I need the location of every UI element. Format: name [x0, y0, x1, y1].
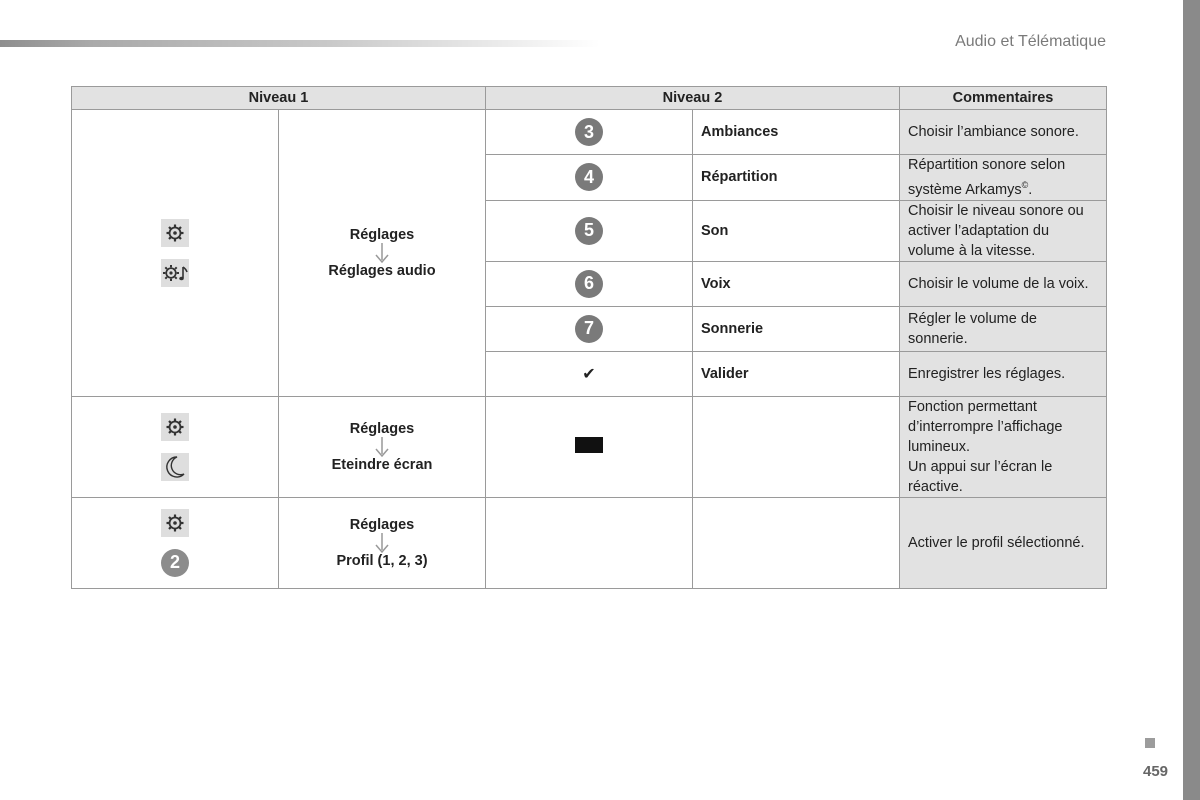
- number-4-badge: 4: [575, 163, 603, 191]
- down-arrow-icon: [374, 243, 390, 263]
- level1-bottom-label: Profil (1, 2, 3): [336, 552, 428, 569]
- number-2-badge: 2: [161, 549, 189, 577]
- gear-music-icon: [161, 259, 189, 287]
- comment-cell: Enregistrer les réglages.: [900, 351, 1107, 396]
- comment-line-1: Fonction permettant d’interrompre l’affichage lumineux.: [908, 398, 1063, 455]
- comment-cell: [900, 396, 1107, 497]
- page-edge-bar: [1183, 0, 1200, 800]
- level2-label: Son: [693, 200, 900, 261]
- level1-bottom-label: Eteindre écran: [331, 456, 433, 473]
- level2-label: Valider: [693, 351, 900, 396]
- comment-cell: Activer le profil sélectionné.: [900, 497, 1107, 588]
- number-cell-empty: [486, 497, 693, 588]
- level1-top-label: Réglages: [349, 516, 415, 533]
- checkmark-icon: ✔: [582, 365, 596, 383]
- number-cell: [486, 306, 693, 351]
- level2-label: Répartition: [693, 155, 900, 201]
- table-row: [72, 110, 1107, 155]
- table-header-row: [72, 87, 1107, 110]
- header-commentaires: Commentaires: [900, 87, 1107, 110]
- level1-icons-cell: [72, 396, 279, 497]
- number-cell: [486, 396, 693, 497]
- level2-label: Ambiances: [693, 110, 900, 155]
- number-6-badge: 6: [575, 270, 603, 298]
- settings-table: [71, 86, 1107, 589]
- moon-icon: [161, 453, 189, 481]
- number-cell: [486, 200, 693, 261]
- level2-empty: [693, 396, 900, 497]
- number-cell: [486, 261, 693, 306]
- level1-top-label: Réglages: [349, 420, 415, 437]
- header-niveau-1: Niveau 1: [72, 87, 486, 110]
- section-title: Audio et Télématique: [955, 33, 1106, 50]
- copyright-sup: ©: [1021, 180, 1029, 190]
- comment-cell: Régler le volume de sonnerie.: [900, 306, 1107, 351]
- level2-empty: [693, 497, 900, 588]
- number-cell: [486, 110, 693, 155]
- comment-cell: [900, 155, 1107, 201]
- level1-cell: [279, 110, 486, 397]
- comment-cell: Choisir l’ambiance sonore.: [900, 110, 1107, 155]
- comment-text: Répartition sonore selon système Arkamys: [908, 157, 1066, 198]
- number-7-badge: 7: [575, 315, 603, 343]
- level2-label: Sonnerie: [693, 306, 900, 351]
- down-arrow-icon: [374, 533, 390, 553]
- header-niveau-2: Niveau 2: [486, 87, 900, 110]
- comment-line-2: Un appui sur l’écran le réactive.: [908, 458, 1053, 495]
- gear-icon: [161, 413, 189, 441]
- number-5-badge: 5: [575, 217, 603, 245]
- gear-icon: [161, 509, 189, 537]
- number-3-badge: 3: [575, 118, 603, 146]
- comment-cell: Choisir le volume de la voix.: [900, 261, 1107, 306]
- level1-cell: [279, 497, 486, 588]
- table-row: [72, 396, 1107, 497]
- level1-icons-cell: [72, 497, 279, 588]
- screen-off-icon: [575, 437, 603, 453]
- down-arrow-icon: [374, 437, 390, 457]
- level1-cell: [279, 396, 486, 497]
- page-marker-square: [1145, 738, 1155, 748]
- comment-end: .: [1028, 181, 1033, 198]
- level2-label: Voix: [693, 261, 900, 306]
- table-row: [72, 497, 1107, 588]
- number-cell: [486, 155, 693, 201]
- comment-cell: Choisir le niveau sonore ou activer l’adaptation du volume à la vitesse.: [900, 200, 1107, 261]
- number-cell: [486, 351, 693, 396]
- header-gradient-bar: [0, 40, 600, 47]
- level1-icons-cell: [72, 110, 279, 397]
- level1-top-label: Réglages: [349, 226, 415, 243]
- level1-bottom-label: Réglages audio: [328, 262, 436, 279]
- page-number: 459: [1143, 763, 1169, 780]
- gear-icon: [161, 219, 189, 247]
